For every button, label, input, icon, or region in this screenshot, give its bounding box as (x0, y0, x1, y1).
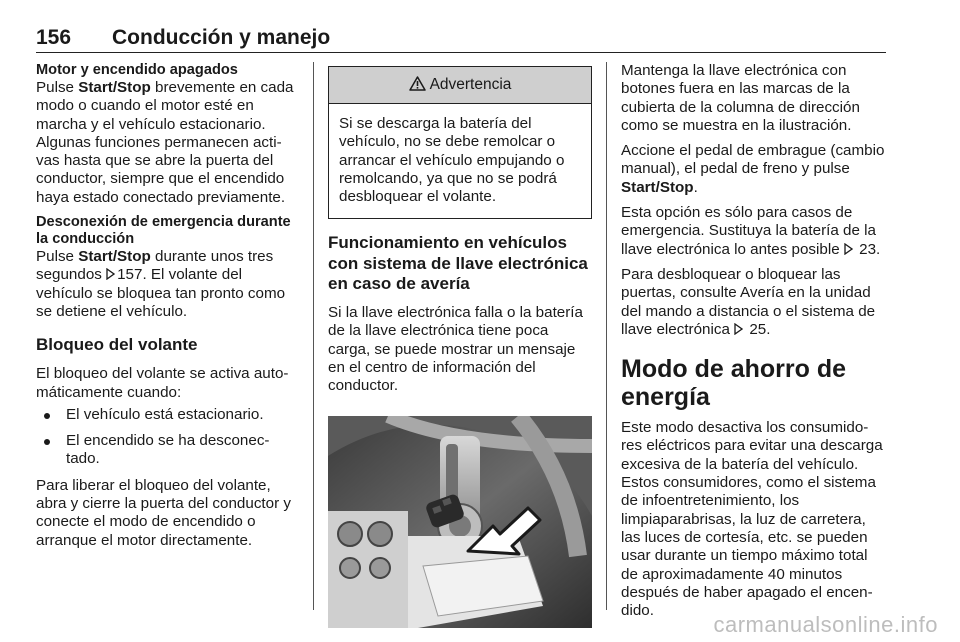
start-stop-label: Start/Stop (78, 248, 151, 266)
page-reference-link[interactable]: 157 (117, 266, 143, 284)
steering-lock-intro: El bloqueo del volante se activa auto- máticamente cuando: (36, 365, 289, 401)
column-divider-left (313, 62, 314, 610)
energy-saving-text: Este modo desactiva los consumido- res eléctricos para evitar una descarga excesiva de la batería del vehículo. Estos consumidores, como el sistema de infoentretenimiento, los limpiaparabrisas, la luz de carretera, las luces de cortesía, etc. se pueden usar durante un tiempo máximo total de aproximadamente 40 minutos después de haber apagado el encen- dido. (621, 419, 883, 620)
page-reference-link[interactable]: 23 (859, 240, 877, 258)
emergency-option-text: Esta opción es sólo para casos de emergencia. Sustituya la batería de la llave electrónica lo antes posible 23. (621, 204, 881, 258)
list-item: El vehículo está estacionario. (36, 406, 300, 424)
emergency-shutdown-text: Pulse Start/Stop durante unos tres segundos 157. El volante del vehículo se bloquea tan pronto como se detiene el vehículo. (36, 248, 286, 320)
heading-energy-saving-mode: Modo de ahorro de energía (621, 355, 846, 412)
electronic-key-failure-text: Si la llave electrónica falla o la batería de la llave electrónica tiene poca carga, se puede mostrar un mensaje en el centro de información del conductor. (328, 303, 583, 395)
heading-steering-lock: Bloqueo del volante (36, 335, 198, 355)
reference-arrow-icon (106, 268, 115, 280)
bullet-icon (44, 439, 50, 445)
column-middle (328, 62, 592, 634)
reference-arrow-icon (844, 243, 853, 255)
bullet-icon (44, 413, 50, 419)
steering-column-key-illustration (328, 416, 592, 628)
page-header (36, 22, 886, 53)
warning-text: Si se descarga la batería del vehículo, no se debe remolcar o arrancar el vehículo empujando o remolcando, ya que no se podrá desbloquear el volante. (339, 115, 565, 206)
bullet-list (36, 406, 300, 469)
start-stop-label: Start/Stop (621, 178, 694, 196)
start-stop-label: Start/Stop (78, 79, 151, 96)
watermark: carmanualsonline.info (713, 612, 938, 637)
pedal-start-text: Accione el pedal de embrague (cambio manual), el pedal de freno y pulse Start/Stop. (621, 142, 885, 196)
page-title: Conducción y manejo (112, 26, 331, 49)
engine-off-text: Pulse Start/Stop brevemente en cada modo o cuando el motor esté en marcha y el vehículo estacionario. Algunas funciones permanecen acti- vas hasta que se abre la puerta del conductor, siempre que el encendido haya estado conectado previamente. (36, 79, 294, 206)
steering-lock-release-text: Para liberar el bloqueo del volante, abra y cierre la puerta del conductor y conecte el modo de encendido o arranque el motor directamente. (36, 476, 291, 549)
key-position-text: Mantenga la llave electrónica con botones fuera en las marcas de la cubierta de la columna de dirección como se muestra en la ilustración. (621, 62, 860, 134)
page-reference-link[interactable]: 25 (749, 320, 767, 338)
column-divider-right (606, 62, 607, 610)
warning-box (328, 66, 592, 219)
heading-electronic-key-failure: Funcionamiento en vehículos con sistema de llave electrónica en caso de avería (328, 233, 588, 294)
warning-header (329, 67, 591, 104)
page-number: 156 (36, 26, 72, 49)
warning-title: Advertencia (429, 76, 512, 93)
column-right (621, 62, 887, 627)
warning-triangle-icon (409, 76, 426, 91)
reference-arrow-icon (734, 323, 743, 335)
section-title-emergency-shutdown: Desconexión de emergencia durante la conducción (36, 214, 291, 248)
column-left (36, 62, 300, 557)
list-item: El encendido se ha desconec- tado. (36, 432, 300, 469)
section-title-engine-off: Motor y encendido apagados (36, 62, 238, 78)
door-lock-text: Para desbloquear o bloquear las puertas, consulte Avería en la unidad del mando a distancia o el sistema de llave electrónica 25. (621, 265, 876, 338)
